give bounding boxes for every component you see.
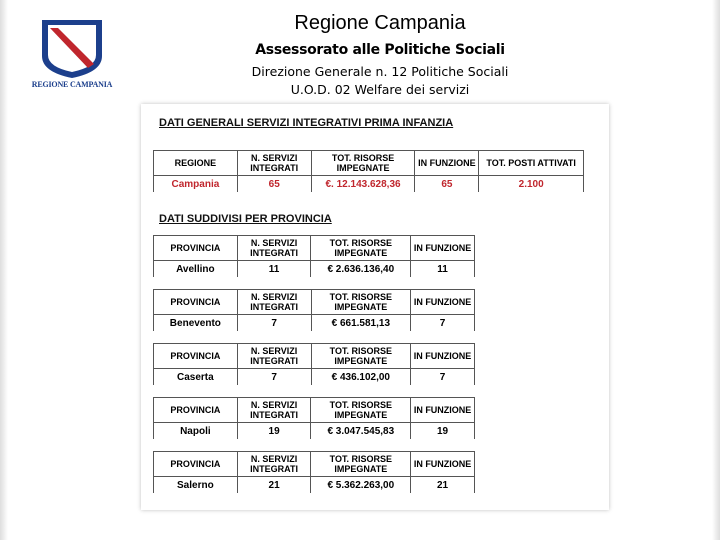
cell: € 436.102,00	[311, 369, 411, 386]
general-table	[153, 150, 584, 192]
page-header	[200, 10, 560, 99]
cell: € 5.362.263,00	[311, 477, 411, 494]
region-cell: Campania	[154, 176, 238, 193]
regione-campania-logo	[26, 16, 118, 98]
province-table-header	[154, 290, 475, 315]
column-header: IN FUNZIONE	[411, 290, 475, 315]
column-header: N. SERVIZI INTEGRATI	[237, 236, 311, 261]
column-header: PROVINCIA	[154, 398, 238, 423]
province-table-salerno	[153, 451, 475, 493]
table-row	[154, 423, 475, 440]
cell: € 3.047.545,83	[311, 423, 411, 440]
cell: € 661.581,13	[311, 315, 411, 332]
column-header: N. SERVIZI INTEGRATI	[237, 398, 311, 423]
province-table-napoli	[153, 397, 475, 439]
cell: 65	[237, 176, 311, 193]
column-header: N. SERVIZI INTEGRATI	[237, 452, 311, 477]
unit-line: U.O.D. 02 Welfare dei servizi	[290, 82, 470, 97]
left-border-shade	[0, 0, 8, 540]
table-row	[154, 369, 475, 386]
province-cell: Benevento	[154, 315, 238, 332]
cell: 7	[411, 369, 475, 386]
province-table-caserta	[153, 343, 475, 385]
column-header: IN FUNZIONE	[415, 151, 479, 176]
cell: 21	[237, 477, 311, 494]
column-header: IN FUNZIONE	[411, 236, 475, 261]
column-header: PROVINCIA	[154, 290, 238, 315]
cell: 19	[411, 423, 475, 440]
column-header: PROVINCIA	[154, 344, 238, 369]
cell: 11	[411, 261, 475, 278]
column-header: IN FUNZIONE	[411, 398, 475, 423]
column-header: IN FUNZIONE	[411, 344, 475, 369]
cell: 7	[411, 315, 475, 332]
table-row	[154, 477, 475, 494]
logo-text: REGIONE CAMPANIA	[31, 80, 113, 89]
cell: 21	[411, 477, 475, 494]
province-table-header	[154, 452, 475, 477]
province-cell: Caserta	[154, 369, 238, 386]
column-header: N. SERVIZI INTEGRATI	[237, 151, 311, 176]
cell: 19	[237, 423, 311, 440]
column-header: TOT. RISORSE IMPEGNATE	[311, 344, 411, 369]
column-header: PROVINCIA	[154, 236, 238, 261]
cell: 7	[237, 369, 311, 386]
column-header: IN FUNZIONE	[411, 452, 475, 477]
column-header: TOT. RISORSE IMPEGNATE	[311, 236, 411, 261]
right-border-shade	[712, 0, 720, 540]
province-cell: Napoli	[154, 423, 238, 440]
cell: 65	[415, 176, 479, 193]
column-header: TOT. RISORSE IMPEGNATE	[311, 290, 411, 315]
table-row	[154, 261, 475, 278]
general-section-title: DATI GENERALI SERVIZI INTEGRATIVI PRIMA INFANZIA	[159, 117, 454, 129]
data-document	[141, 104, 609, 510]
province-table-header	[154, 398, 475, 423]
cell: €. 12.143.628,36	[311, 176, 415, 193]
column-header: REGIONE	[154, 151, 238, 176]
table-row	[154, 176, 584, 193]
cell: 11	[237, 261, 311, 278]
directorate-line: Direzione Generale n. 12 Politiche Sociali	[251, 64, 509, 79]
general-table-header	[154, 151, 584, 176]
cell: € 2.636.136,40	[311, 261, 411, 278]
page-title: Regione Campania	[294, 12, 466, 34]
table-row	[154, 315, 475, 332]
column-header: TOT. RISORSE IMPEGNATE	[311, 398, 411, 423]
province-table-header	[154, 236, 475, 261]
column-header: PROVINCIA	[154, 452, 238, 477]
column-header: TOT. RISORSE IMPEGNATE	[311, 151, 415, 176]
province-table-header	[154, 344, 475, 369]
logo-emblem-icon	[26, 16, 118, 80]
column-header: TOT. RISORSE IMPEGNATE	[311, 452, 411, 477]
province-cell: Avellino	[154, 261, 238, 278]
cell: 2.100	[479, 176, 584, 193]
province-table-benevento	[153, 289, 475, 331]
column-header: N. SERVIZI INTEGRATI	[237, 344, 311, 369]
column-header: TOT. POSTI ATTIVATI	[479, 151, 584, 176]
column-header: N. SERVIZI INTEGRATI	[237, 290, 311, 315]
province-section-title: DATI SUDDIVISI PER PROVINCIA	[159, 213, 332, 225]
page-subtitle: Assessorato alle Politiche Sociali	[255, 42, 505, 58]
province-cell: Salerno	[154, 477, 238, 494]
cell: 7	[237, 315, 311, 332]
province-table-avellino	[153, 235, 475, 277]
